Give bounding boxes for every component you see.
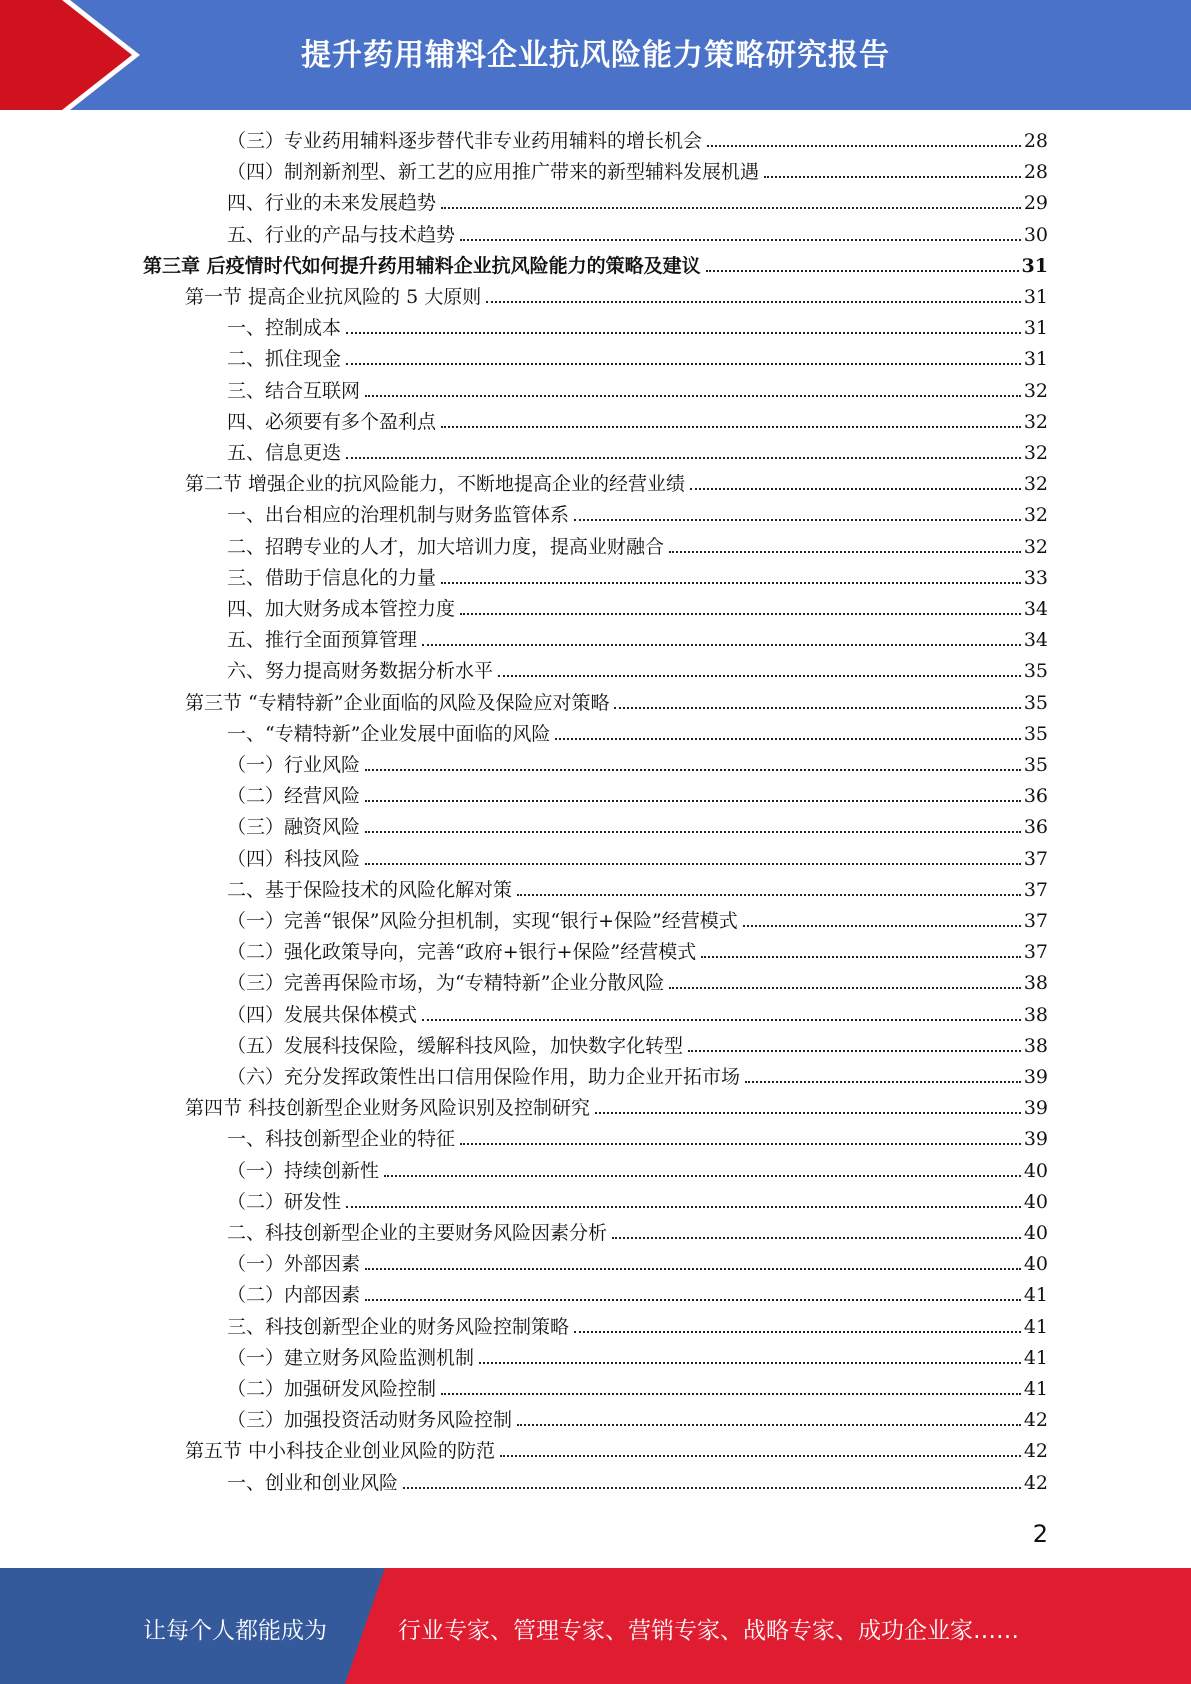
toc-chapter-entry[interactable] xyxy=(143,253,1048,279)
toc-dot-leader xyxy=(555,738,1020,740)
toc-dot-leader xyxy=(517,1424,1021,1426)
toc-entry-page: 30 xyxy=(1023,223,1048,246)
toc-entry-page: 41 xyxy=(1023,1284,1048,1307)
toc-entry[interactable] xyxy=(227,1064,1048,1090)
toc-entry-title: （三）完善再保险市场，为“专精特新”企业分散风险 xyxy=(227,972,665,995)
toc-entry-page: 41 xyxy=(1023,1346,1048,1369)
toc-entry[interactable] xyxy=(227,970,1048,996)
toc-entry-page: 37 xyxy=(1023,910,1048,932)
toc-entry[interactable] xyxy=(227,1002,1048,1028)
toc-dot-leader xyxy=(669,987,1020,989)
toc-entry[interactable] xyxy=(227,783,1048,809)
toc-entry-page: 40 xyxy=(1023,1222,1048,1244)
toc-entry-page: 31 xyxy=(1021,254,1048,277)
toc-entry-page: 32 xyxy=(1023,504,1048,527)
toc-dot-leader xyxy=(517,894,1021,896)
toc-dot-leader xyxy=(403,1487,1021,1489)
toc-entry-page: 36 xyxy=(1023,785,1048,808)
toc-entry[interactable] xyxy=(227,1189,1048,1215)
toc-entry[interactable] xyxy=(227,378,1048,404)
toc-entry[interactable] xyxy=(227,534,1048,560)
toc-entry-page: 38 xyxy=(1023,1003,1048,1026)
toc-entry-page: 39 xyxy=(1023,1097,1048,1120)
toc-dot-leader xyxy=(707,145,1021,147)
toc-entry-title: （一）外部因素 xyxy=(227,1253,361,1276)
toc-dot-leader xyxy=(441,426,1021,428)
toc-entry-title: （三）融资风险 xyxy=(227,816,361,839)
toc-entry-title: 第四节 科技创新型企业财务风险识别及控制研究 xyxy=(185,1097,591,1120)
toc-entry-title: （五）发展科技保险，缓解科技风险，加快数字化转型 xyxy=(227,1034,684,1057)
toc-entry-page: 37 xyxy=(1023,847,1048,870)
toc-entry-title: 二、基于保险技术的风险化解对策 xyxy=(227,878,513,901)
toc-entry[interactable] xyxy=(227,222,1048,248)
toc-entry-page: 35 xyxy=(1023,754,1048,776)
toc-dot-leader xyxy=(441,1393,1021,1395)
toc-entry-title: 第二节 增强企业的抗风险能力，不断地提高企业的经营业绩 xyxy=(185,473,686,496)
toc-dot-leader xyxy=(595,1112,1021,1114)
toc-entry-title: （三）加强投资活动财务风险控制 xyxy=(227,1409,513,1432)
footer-slogan-left: 让每个人都能成为 xyxy=(143,1618,327,1644)
toc-entry-page: 32 xyxy=(1023,410,1048,433)
toc-entry-page: 40 xyxy=(1023,1159,1048,1182)
toc-entry[interactable] xyxy=(227,565,1048,591)
toc-entry-page: 31 xyxy=(1023,317,1048,340)
toc-dot-leader xyxy=(479,1362,1021,1364)
toc-entry[interactable] xyxy=(227,1376,1048,1402)
toc-entry[interactable] xyxy=(227,128,1048,154)
toc-entry-page: 41 xyxy=(1023,1315,1048,1338)
toc-entry-title: 二、科技创新型企业的主要财务风险因素分析 xyxy=(227,1222,608,1244)
toc-dot-leader xyxy=(690,488,1021,490)
toc-entry-page: 33 xyxy=(1023,566,1048,589)
toc-dot-leader xyxy=(743,925,1021,927)
toc-entry[interactable] xyxy=(227,1033,1048,1059)
toc-dot-leader xyxy=(384,1175,1021,1177)
toc-entry-title: （四）制剂新剂型、新工艺的应用推广带来的新型辅料发展机遇 xyxy=(227,161,760,184)
toc-dot-leader xyxy=(460,239,1021,241)
toc-entry-page: 40 xyxy=(1023,1190,1048,1213)
toc-dot-leader xyxy=(422,644,1021,646)
toc-dot-leader xyxy=(346,363,1021,365)
toc-dot-leader xyxy=(422,1019,1021,1021)
toc-entry-page: 32 xyxy=(1023,379,1048,402)
toc-dot-leader xyxy=(365,863,1021,865)
toc-dot-leader xyxy=(706,270,1019,272)
page-number: 2 xyxy=(1032,1520,1048,1548)
toc-entry-page: 36 xyxy=(1023,816,1048,839)
toc-entry[interactable] xyxy=(227,908,1048,934)
toc-dot-leader xyxy=(574,519,1021,521)
toc-dot-leader xyxy=(346,332,1021,334)
toc-dot-leader xyxy=(365,769,1021,771)
toc-entry-title: 五、信息更迭 xyxy=(227,442,342,464)
toc-entry-title: 三、借助于信息化的力量 xyxy=(227,566,437,589)
toc-entry[interactable] xyxy=(227,627,1048,653)
toc-entry-title: （二）内部因素 xyxy=(227,1284,361,1307)
toc-dot-leader xyxy=(460,613,1021,615)
toc-entry[interactable] xyxy=(227,1126,1048,1152)
toc-entry-page: 42 xyxy=(1023,1409,1048,1432)
toc-entry-title: （一）行业风险 xyxy=(227,754,361,776)
toc-entry-page: 32 xyxy=(1023,535,1048,558)
toc-entry-page: 28 xyxy=(1023,161,1048,184)
footer-slogan-right: 行业专家、管理专家、营销专家、战略专家、成功企业家…… xyxy=(398,1618,1019,1644)
toc-entry-page: 28 xyxy=(1023,130,1048,152)
report-title: 提升药用辅料企业抗风险能力策略研究报告 xyxy=(301,38,890,73)
toc-dot-leader xyxy=(365,800,1021,802)
toc-entry-title: 第五节 中小科技企业创业风险的防范 xyxy=(185,1440,496,1463)
toc-dot-leader xyxy=(346,457,1021,459)
toc-dot-leader xyxy=(612,1237,1021,1239)
toc-entry[interactable] xyxy=(227,1345,1048,1371)
toc-entry[interactable] xyxy=(227,502,1048,528)
toc-entry-title: （二）经营风险 xyxy=(227,785,361,808)
toc-dot-leader xyxy=(346,1206,1021,1208)
toc-entry-page: 32 xyxy=(1023,473,1048,496)
toc-dot-leader xyxy=(764,176,1021,178)
toc-dot-leader xyxy=(365,395,1021,397)
toc-entry-title: 第三章 后疫情时代如何提升药用辅料企业抗风险能力的策略及建议 xyxy=(143,254,701,277)
toc-entry[interactable] xyxy=(227,658,1048,684)
toc-entry[interactable] xyxy=(227,752,1048,778)
toc-dot-leader xyxy=(365,1299,1021,1301)
page-header xyxy=(0,0,1191,110)
toc-dot-leader xyxy=(460,1143,1021,1145)
toc-entry-page: 29 xyxy=(1023,192,1048,215)
toc-entry-page: 42 xyxy=(1023,1471,1048,1494)
toc-entry-page: 31 xyxy=(1023,286,1048,308)
toc-entry-page: 41 xyxy=(1023,1378,1048,1400)
toc-dot-leader xyxy=(486,301,1021,303)
toc-section-entry[interactable] xyxy=(185,690,1048,716)
toc-entry-page: 35 xyxy=(1023,691,1048,714)
toc-entry-page: 39 xyxy=(1023,1128,1048,1151)
toc-dot-leader xyxy=(745,1081,1021,1083)
toc-entry[interactable] xyxy=(227,346,1048,372)
toc-entry-title: （二）强化政策导向，完善“政府+银行+保险”经营模式 xyxy=(227,941,697,964)
toc-section-entry[interactable] xyxy=(185,284,1048,310)
toc-entry-title: 一、控制成本 xyxy=(227,317,342,340)
toc-dot-leader xyxy=(669,551,1021,553)
toc-dot-leader xyxy=(614,707,1020,709)
toc-entry-title: 四、必须要有多个盈利点 xyxy=(227,410,437,433)
page-footer xyxy=(0,1568,1191,1684)
toc-entry-page: 38 xyxy=(1023,1034,1048,1057)
toc-dot-leader xyxy=(365,1268,1021,1270)
toc-entry-page: 35 xyxy=(1023,660,1048,683)
toc-entry[interactable] xyxy=(227,1314,1048,1340)
toc-section-entry[interactable] xyxy=(185,471,1048,497)
toc-entry-title: 三、结合互联网 xyxy=(227,379,361,402)
toc-entry-title: 第一节 提高企业抗风险的 5 大原则 xyxy=(185,286,482,308)
toc-entry[interactable] xyxy=(227,1282,1048,1308)
toc-dot-leader xyxy=(441,207,1021,209)
toc-dot-leader xyxy=(688,1050,1021,1052)
toc-entry-title: 四、加大财务成本管控力度 xyxy=(227,598,456,620)
toc-entry[interactable] xyxy=(227,721,1048,747)
toc-entry-title: 第三节 “专精特新”企业面临的风险及保险应对策略 xyxy=(185,691,610,714)
toc-entry-title: （四）科技风险 xyxy=(227,847,361,870)
toc-entry-page: 34 xyxy=(1023,629,1048,652)
toc-section-entry[interactable] xyxy=(185,1095,1048,1121)
toc-entry-title: （六）充分发挥政策性出口信用保险作用，助力企业开拓市场 xyxy=(227,1066,741,1088)
toc-entry-page: 31 xyxy=(1023,348,1048,371)
toc-entry[interactable] xyxy=(227,409,1048,435)
toc-entry-page: 38 xyxy=(1023,972,1048,995)
toc-entry-title: （一）建立财务风险监测机制 xyxy=(227,1346,475,1369)
toc-entry-title: （一）完善“银保”风险分担机制，实现“银行+保险”经营模式 xyxy=(227,910,738,932)
toc-entry[interactable] xyxy=(227,877,1048,903)
toc-entry-title: 五、行业的产品与技术趋势 xyxy=(227,223,456,246)
toc-entry[interactable] xyxy=(227,1158,1048,1184)
toc-entry-page: 39 xyxy=(1023,1066,1048,1088)
toc-entry-title: （三）专业药用辅料逐步替代非专业药用辅料的增长机会 xyxy=(227,130,703,152)
toc-entry[interactable] xyxy=(227,846,1048,872)
toc-entry-page: 34 xyxy=(1023,598,1048,620)
toc-entry[interactable] xyxy=(227,190,1048,216)
toc-entry[interactable] xyxy=(227,1470,1048,1496)
toc-entry-page: 37 xyxy=(1023,941,1048,964)
toc-entry-title: （二）加强研发风险控制 xyxy=(227,1378,437,1400)
toc-entry-title: 二、抓住现金 xyxy=(227,348,342,371)
toc-entry[interactable] xyxy=(227,315,1048,341)
toc-entry-title: 一、“专精特新”企业发展中面临的风险 xyxy=(227,722,551,745)
toc-dot-leader xyxy=(498,675,1021,677)
toc-entry-page: 40 xyxy=(1023,1253,1048,1276)
toc-entry-title: 一、科技创新型企业的特征 xyxy=(227,1128,456,1151)
toc-dot-leader xyxy=(441,582,1021,584)
toc-entry-title: 五、推行全面预算管理 xyxy=(227,629,418,652)
toc-entry-page: 35 xyxy=(1023,722,1048,745)
toc-entry[interactable] xyxy=(227,939,1048,965)
toc-entry-title: 六、努力提高财务数据分析水平 xyxy=(227,660,494,683)
toc-dot-leader xyxy=(701,956,1021,958)
toc-entry[interactable] xyxy=(227,440,1048,466)
toc-entry[interactable] xyxy=(227,1220,1048,1246)
toc-dot-leader xyxy=(500,1455,1021,1457)
toc-entry[interactable] xyxy=(227,1407,1048,1433)
toc-entry-title: 一、创业和创业风险 xyxy=(227,1471,399,1494)
toc-entry-title: （二）研发性 xyxy=(227,1190,342,1213)
toc-entry[interactable] xyxy=(227,1251,1048,1277)
toc-entry[interactable] xyxy=(227,814,1048,840)
toc-entry-title: （一）持续创新性 xyxy=(227,1159,380,1182)
toc-entry-title: 三、科技创新型企业的财务风险控制策略 xyxy=(227,1315,570,1338)
toc-entry-page: 32 xyxy=(1023,442,1048,464)
toc-entry[interactable] xyxy=(227,159,1048,185)
toc-dot-leader xyxy=(365,831,1021,833)
toc-entry[interactable] xyxy=(227,596,1048,622)
toc-entry-title: 二、招聘专业的人才，加大培训力度，提高业财融合 xyxy=(227,535,665,558)
toc-entry-title: （四）发展共保体模式 xyxy=(227,1003,418,1026)
toc-section-entry[interactable] xyxy=(185,1438,1048,1464)
toc-entry-title: 四、行业的未来发展趋势 xyxy=(227,192,437,215)
toc-entry-page: 37 xyxy=(1023,878,1048,901)
toc-dot-leader xyxy=(574,1331,1021,1333)
toc-entry-page: 42 xyxy=(1023,1440,1048,1463)
toc-entry-title: 一、出台相应的治理机制与财务监管体系 xyxy=(227,504,570,527)
